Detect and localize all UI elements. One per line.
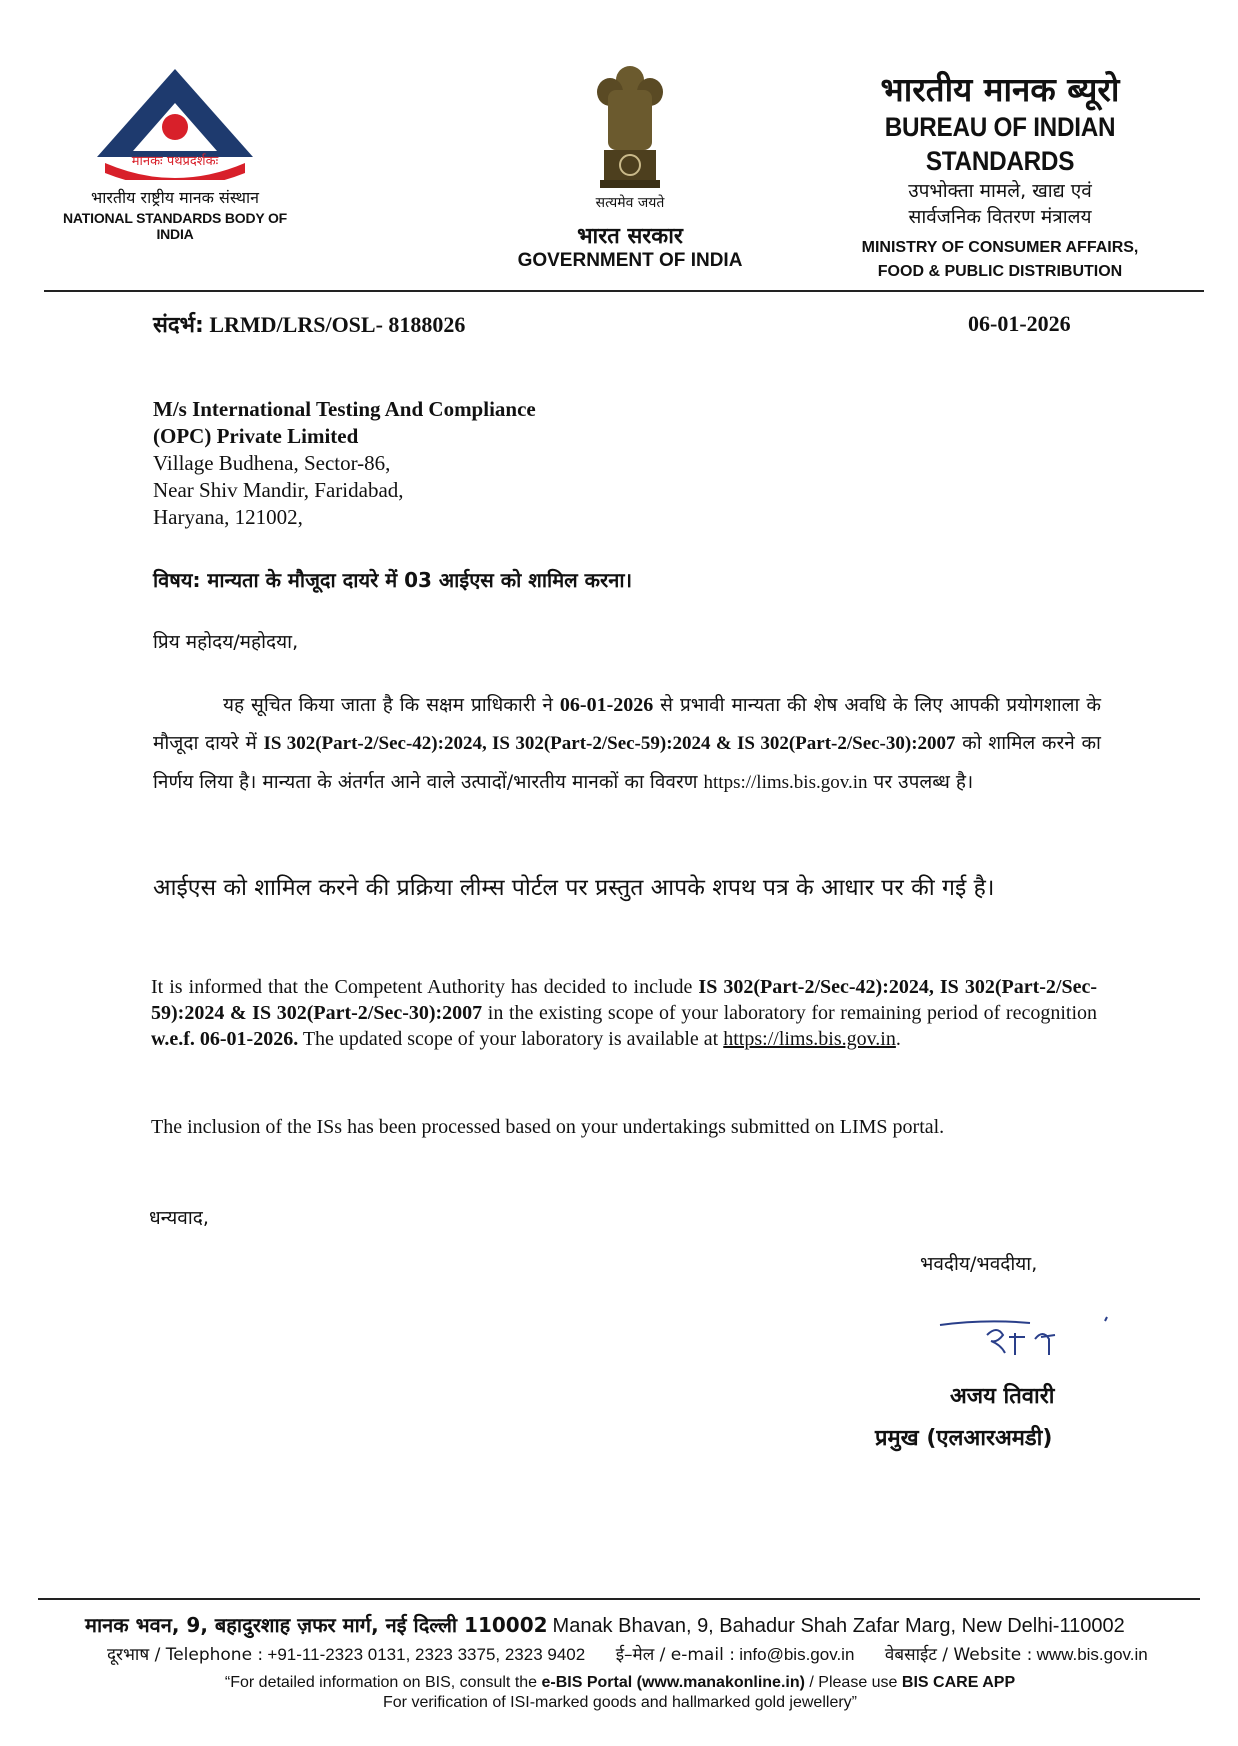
english-text: in the existing scope of your laboratory for remaining period of recognition (482, 1002, 1098, 1024)
effective-date: 06-01-2026 (559, 694, 654, 716)
bis-logo-block (55, 65, 295, 242)
note-text: / Please use (804, 1674, 902, 1691)
letter-date: 06-01-2026 (968, 311, 1071, 336)
ebis-portal-link[interactable]: e-BIS Portal (www.manakonline.in) (541, 1674, 805, 1691)
addressee-line: (OPC) Private Limited (153, 424, 359, 448)
footer-divider (38, 1598, 1200, 1600)
lims-link[interactable]: https://lims.bis.gov.in (723, 1028, 896, 1050)
logo-motto: मानकः पथप्रदर्शकः (131, 154, 219, 169)
footer-contact (107, 1642, 1177, 1665)
hindi-text: पर उपलब्ध है। (867, 771, 974, 793)
ministry-english-1: MINISTRY OF CONSUMER AFFAIRS, (861, 239, 1139, 256)
subject-line: विषय: मान्यता के मौजूदा दायरे में 03 आईएस को शामिल करना। (153, 568, 633, 592)
left-hindi-title: भारतीय राष्ट्रीय मानक संस्थान (90, 188, 260, 207)
effective-date: w.e.f. 06-01-2026. (151, 1028, 299, 1050)
handwritten-signature (935, 1315, 1115, 1370)
salutation: प्रिय महोदय/महोदया, (153, 631, 299, 653)
ministry-english-2: FOOD & PUBLIC DISTRIBUTION (877, 263, 1123, 280)
bis-hindi-title: भारतीय मानक ब्यूरो (880, 70, 1120, 109)
addressee-line: Haryana, 121002, (153, 505, 303, 529)
ministry-hindi-2: सार्वजनिक वितरण मंत्रालय (908, 206, 1092, 228)
bis-english-title: BUREAU OF INDIAN STANDARDS (884, 112, 1116, 176)
hindi-text: को शामिल करने का निर्णय लिया है। मान्यता के अंतर्गत आने वाले उत्पादों/भारतीय मानकों का विवरण (153, 732, 1101, 793)
addressee-line: M/s International Testing And Compliance (153, 397, 536, 421)
national-emblem (580, 60, 680, 195)
footer-address-english: Manak Bhavan, 9, Bahadur Shah Zafar Marg, New Delhi-110002 (552, 1615, 1125, 1637)
header-divider (44, 290, 1204, 292)
reference-label: संदर्भ: (153, 313, 204, 338)
reference-line (153, 309, 465, 339)
lims-url[interactable]: https://lims.bis.gov.in (703, 772, 868, 793)
english-text: It is informed that the Competent Authority has decided to include (151, 976, 699, 998)
footer-note-line2: For verification of ISI-marked goods and hallmarked gold jewellery” (383, 1694, 857, 1711)
hindi-text: से प्रभावी मान्यता की शेष अवधि के लिए आपकी प्रयोगशाला के मौजूदा दायरे में (153, 694, 1101, 754)
hindi-text: यह सूचित किया जाता है कि सक्षम प्राधिकारी ने (223, 694, 560, 716)
emblem-block (510, 60, 750, 272)
english-undertaking-paragraph: The inclusion of the ISs has been processed based on your undertakings submitted on LIMS portal. (151, 1116, 945, 1138)
website-label: वेबसाईट / Website : (884, 1645, 1033, 1665)
footer-address (85, 1611, 1165, 1638)
closing-text: भवदीय/भवदीया, (920, 1253, 1038, 1275)
govt-hindi: भारत सरकार (577, 224, 683, 249)
ministry-hindi-1: उपभोक्ता मामले, खाद्य एवं (908, 180, 1092, 202)
bis-care-app: BIS CARE APP (901, 1674, 1016, 1691)
govt-english: GOVERNMENT OF INDIA (517, 250, 743, 271)
bis-title-block (790, 70, 1210, 284)
telephone-label: दूरभाष / Telephone : (107, 1645, 264, 1665)
addressee-line: Near Shiv Mandir, Faridabad, (153, 478, 404, 502)
english-body-paragraph (151, 974, 1097, 1052)
english-text: . (895, 1028, 901, 1050)
signatory-name: अजय तिवारी (950, 1384, 1055, 1409)
email-address[interactable]: info@bis.gov.in (739, 1645, 855, 1664)
addressee-line: Village Budhena, Sector-86, (153, 451, 391, 475)
standards-list: IS 302(Part-2/Sec-42):2024, IS 302(Part-2/Sec-59):2024 & IS 302(Part-2/Sec-30):2007 (263, 733, 956, 754)
telephone-numbers: +91-11-2323 0131, 2323 3375, 2323 9402 (267, 1645, 586, 1664)
footer-note-line1 (80, 1673, 1160, 1693)
hindi-body-paragraph (153, 686, 1101, 802)
english-text: The updated scope of your laboratory is available at (298, 1028, 724, 1050)
emblem-motto: सत्यमेव जयते (595, 195, 665, 211)
thanks-text: धन्यवाद, (149, 1207, 209, 1229)
hindi-undertaking-paragraph: आईएस को शामिल करने की प्रक्रिया लीम्स पोर्टल पर प्रस्तुत आपके शपथ पत्र के आधार पर की गई है। (153, 875, 995, 901)
reference-number: LRMD/LRS/OSL- 8188026 (209, 312, 466, 337)
website-url[interactable]: www.bis.gov.in (1036, 1645, 1148, 1664)
addressee-block (153, 396, 536, 531)
left-english-title: NATIONAL STANDARDS BODY OF INDIA (63, 210, 287, 242)
note-text: “For detailed information on BIS, consult the (224, 1674, 542, 1691)
email-label: ई–मेल / e-mail : (615, 1645, 735, 1665)
footer-address-hindi: मानक भवन, 9, बहादुरशाह ज़फर मार्ग, नई दिल्ली 110002 (85, 1613, 548, 1637)
signatory-title: प्रमुख (एलआरअमडी) (875, 1426, 1053, 1451)
footer-note (80, 1673, 1160, 1713)
standards-list: IS 302(Part-2/Sec-42):2024, IS 302(Part-2/Sec-59):2024 & IS 302(Part-2/Sec-30):2007 (151, 976, 1098, 1024)
